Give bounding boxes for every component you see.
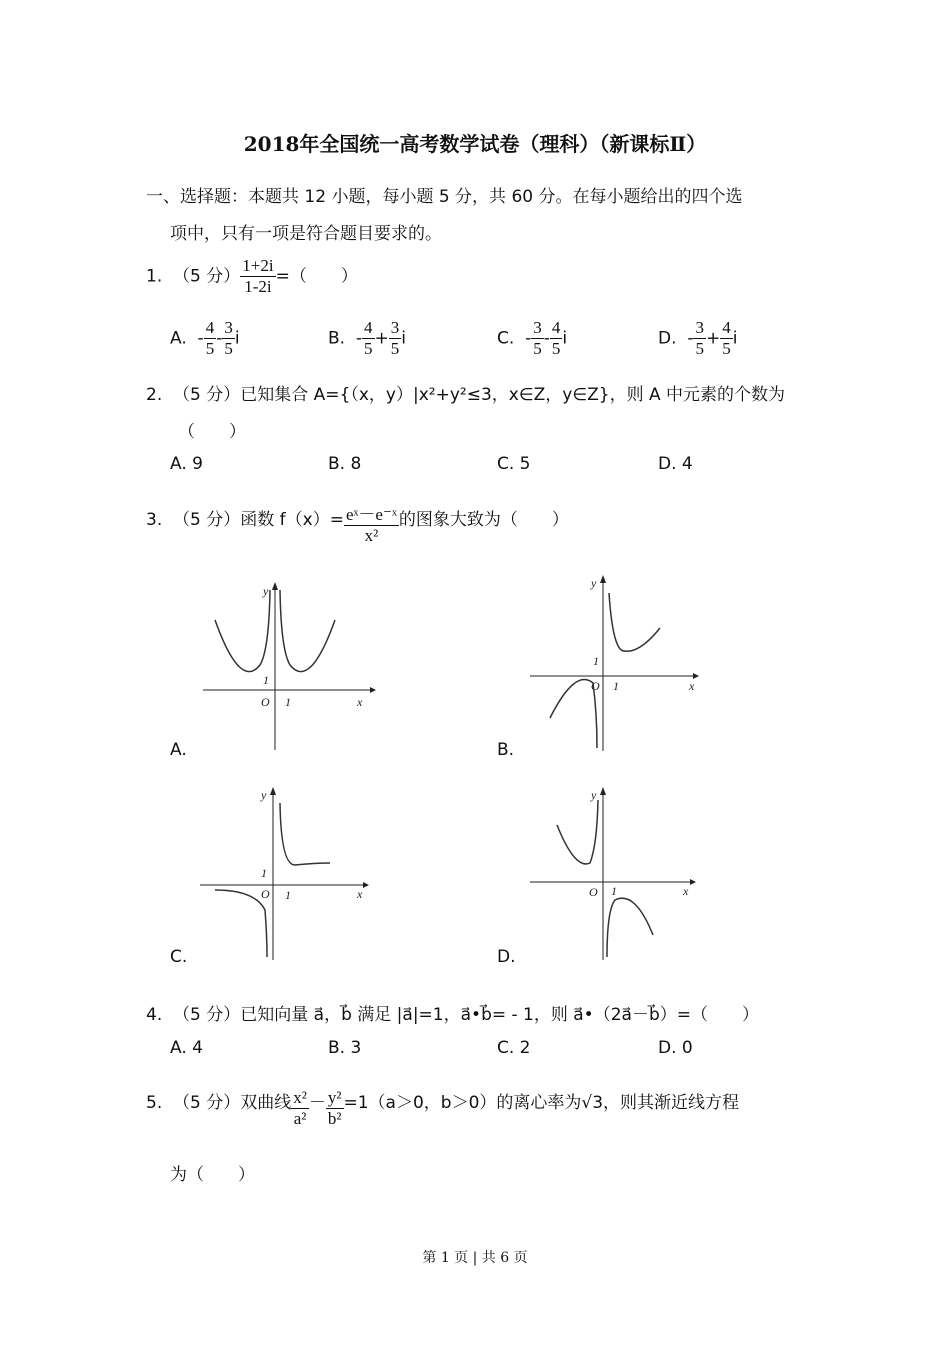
numerator: 3	[533, 318, 542, 337]
numerator: y²	[327, 1088, 342, 1107]
graph-option-d	[525, 785, 715, 965]
graph-option-c	[195, 785, 385, 965]
numerator: 3	[224, 318, 233, 337]
fraction	[240, 256, 275, 297]
sign: -	[355, 328, 363, 349]
option-c[interactable]: C. 5	[497, 454, 531, 474]
page-footer: 第 1 页 | 共 6 页	[422, 1250, 528, 1266]
option-a[interactable]: A. 4	[170, 1038, 203, 1058]
fraction	[222, 318, 235, 359]
numerator: 3	[390, 318, 400, 337]
graph-option-a	[195, 580, 385, 760]
question-number: 2.	[146, 385, 163, 405]
score: （5 分）	[173, 266, 241, 287]
numerator: 4	[364, 318, 373, 337]
origin-label: O	[591, 679, 600, 693]
option-d[interactable]: D.	[497, 947, 516, 967]
denominator: 5	[390, 339, 400, 358]
fraction	[389, 318, 402, 359]
denominator: 5	[364, 339, 373, 358]
fraction	[550, 318, 563, 359]
question-text-tail: 的图象大致为（ ）	[398, 510, 569, 530]
operator: -	[216, 328, 223, 349]
imaginary-unit: i	[401, 328, 407, 349]
numerator: 4	[722, 318, 731, 337]
x-axis-label: x	[689, 679, 695, 693]
question-text: （5 分）已知向量 a⃗，b⃗ 满足 |a⃗|=1，a⃗•b⃗= - 1，则 a⃗•（2a⃗－b⃗）=（ ）	[173, 1005, 759, 1025]
section-header: 一、选择题：本题共 12 小题，每小题 5 分，共 60 分。在每小题给出的四个选	[146, 187, 743, 207]
denominator: 5	[695, 339, 704, 358]
question-text: （5 分）已知集合 A={（x，y）|x²+y²≤3，x∈Z，y∈Z}，则 A 中元素的个数为	[173, 385, 786, 405]
imaginary-unit: i	[732, 328, 738, 349]
tick-label: 1	[263, 673, 269, 687]
fraction	[531, 318, 544, 359]
answer-blank: （ ）	[178, 422, 246, 442]
imaginary-unit: i	[234, 328, 240, 349]
option-c[interactable]: C.	[170, 947, 188, 967]
tick-label: 1	[261, 866, 267, 880]
denominator: 5	[533, 339, 542, 358]
option-label: B.	[328, 328, 346, 349]
tick-label: 1	[593, 654, 599, 668]
question-2	[146, 380, 785, 405]
denominator: x²	[364, 526, 379, 545]
question-number: 4.	[146, 1005, 163, 1025]
option-b[interactable]	[328, 318, 406, 359]
fraction	[693, 318, 706, 359]
question-text-tail: =1（a＞0，b＞0）的离心率为√3，则其渐近线方程	[343, 1093, 740, 1113]
tick-label: 1	[285, 695, 291, 709]
numerator: eˣ－e⁻ˣ	[345, 505, 397, 524]
y-axis-label: y	[261, 788, 267, 802]
question-text: （5 分）函数 f（x）=	[173, 510, 344, 530]
fraction	[326, 1088, 344, 1129]
graph-option-b	[525, 573, 715, 753]
minus-sign: －	[308, 1093, 326, 1113]
sign: -	[197, 328, 204, 349]
question-number: 3.	[146, 510, 163, 530]
operator: +	[374, 328, 389, 349]
origin-label: O	[261, 887, 270, 901]
denominator: 5	[205, 339, 215, 358]
tick-label: 1	[285, 888, 291, 902]
numerator: 3	[695, 318, 704, 337]
denominator: a²	[293, 1109, 307, 1128]
x-axis-label: x	[683, 884, 689, 898]
option-d[interactable]	[658, 318, 737, 359]
fraction	[720, 318, 733, 359]
question-number: 5.	[146, 1093, 163, 1113]
question-text: （5 分）双曲线	[173, 1093, 292, 1113]
option-c[interactable]	[497, 318, 567, 359]
option-d[interactable]: D. 0	[658, 1038, 693, 1058]
denominator: 1-2i	[244, 277, 272, 296]
option-a[interactable]	[170, 318, 240, 359]
option-label: D.	[658, 328, 677, 349]
option-label: A.	[170, 328, 187, 349]
y-axis-label: y	[591, 576, 597, 590]
imaginary-unit: i	[562, 328, 568, 349]
option-c[interactable]: C. 2	[497, 1038, 531, 1058]
origin-label: O	[261, 695, 270, 709]
y-axis-label: y	[263, 584, 269, 598]
numerator: x²	[293, 1088, 307, 1107]
option-b[interactable]: B.	[497, 740, 515, 760]
page-title: 2018年全国统一高考数学试卷（理科）（新课标Ⅱ）	[243, 132, 707, 156]
tick-label: 1	[613, 679, 619, 693]
denominator: 5	[551, 339, 561, 358]
fraction	[204, 318, 217, 359]
question-5	[146, 1088, 739, 1129]
section-header-cont: 项中，只有一项是符合题目要求的。	[170, 224, 442, 244]
question-3	[146, 505, 569, 546]
sign: -	[525, 328, 532, 349]
option-d[interactable]: D. 4	[658, 454, 693, 474]
question-4	[146, 1000, 759, 1025]
denominator: 5	[224, 339, 233, 358]
denominator: b²	[327, 1109, 342, 1128]
y-axis-label: y	[591, 788, 597, 802]
option-b[interactable]: B. 3	[328, 1038, 362, 1058]
option-label: C.	[497, 328, 515, 349]
x-axis-label: x	[357, 695, 363, 709]
numerator: 4	[551, 318, 561, 337]
tick-label: 1	[611, 884, 617, 898]
operator: +	[705, 328, 721, 349]
numerator: 1+2i	[242, 256, 274, 275]
fraction	[362, 318, 375, 359]
option-a[interactable]: A. 9	[170, 454, 203, 474]
x-axis-label: x	[357, 887, 363, 901]
answer-blank: 为（ ）	[170, 1165, 255, 1185]
option-b[interactable]: B. 8	[328, 454, 362, 474]
question-1	[146, 256, 358, 297]
denominator: 5	[722, 339, 731, 358]
operator: -	[543, 328, 550, 349]
question-number: 1.	[146, 266, 163, 287]
option-a[interactable]: A.	[170, 740, 187, 760]
fraction	[344, 505, 399, 546]
answer-blank: =（ ）	[275, 266, 358, 287]
fraction	[291, 1088, 309, 1129]
origin-label: O	[589, 885, 598, 899]
numerator: 4	[205, 318, 215, 337]
sign: -	[687, 328, 694, 349]
